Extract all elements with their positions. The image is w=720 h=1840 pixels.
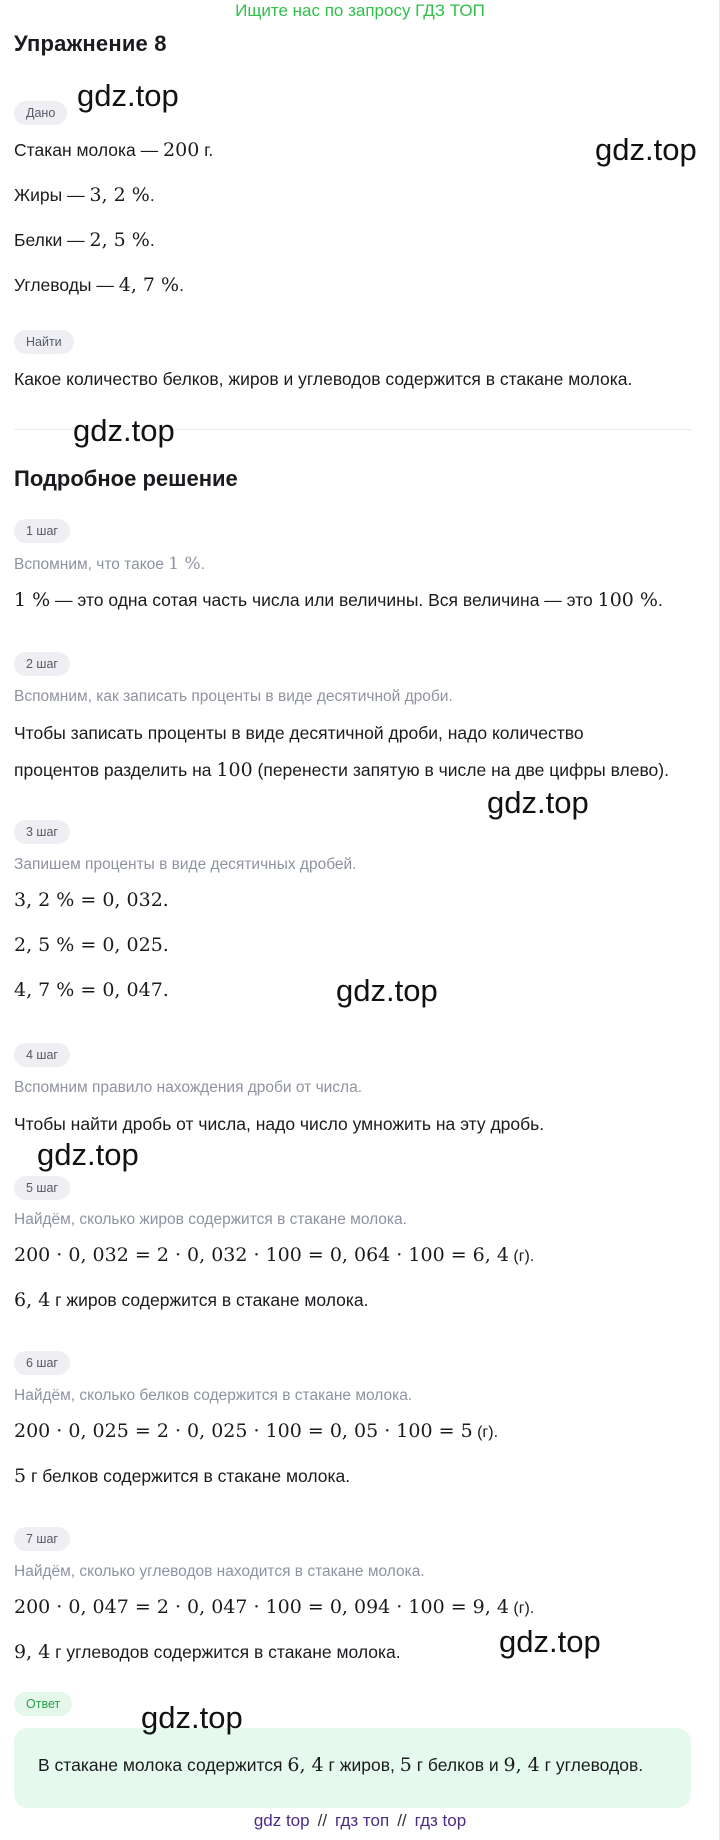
watermark: gdz.top xyxy=(487,785,589,820)
watermark: gdz.top xyxy=(499,1624,601,1659)
given-line-milk: Стакан молока — 200 г. xyxy=(14,139,214,161)
step-3-hint: Запишем проценты в виде десятичных дробей. xyxy=(14,856,357,873)
step-6-hint: Найдём, сколько белков содержится в стакане молока. xyxy=(14,1387,413,1404)
solution-title: Подробное решение xyxy=(14,466,238,491)
footer-separator: // xyxy=(317,1811,328,1830)
step-7-hint: Найдём, сколько углеводов находится в стакане молока. xyxy=(14,1563,425,1580)
step-2-badge: 2 шаг xyxy=(14,652,70,676)
step-1-hint: Вспомним, что такое 1 %. xyxy=(14,554,205,574)
step-6-equation: 200 · 0, 025 = 2 · 0, 025 · 100 = 0, 05 · 100 = 5 (г). xyxy=(14,1420,499,1442)
given-line-carbs: Углеводы — 4, 7 %. xyxy=(14,274,184,296)
footer-separator: // xyxy=(397,1811,407,1830)
watermark: gdz.top xyxy=(77,78,179,113)
step-1-text: 1 % — это одна сотая часть числа или величины. Вся величина — это 100 %. xyxy=(14,589,663,611)
footer-link-gdz-top-mixed[interactable]: гдз top xyxy=(414,1811,467,1830)
step-7-result: 9, 4 г углеводов содержится в стакане молока. xyxy=(14,1641,401,1663)
exercise-title: Упражнение 8 xyxy=(14,31,167,56)
footer-link-gdz-top[interactable]: gdz top xyxy=(253,1811,310,1830)
answer-badge: Ответ xyxy=(14,1692,72,1716)
step-3-eq-3: 4, 7 % = 0, 047. xyxy=(14,979,169,1001)
search-banner[interactable]: Ищите нас по запросу ГДЗ ТОП xyxy=(235,1,485,20)
step-4-text: Чтобы найти дробь от числа, надо число умножить на эту дробь. xyxy=(14,1114,545,1134)
step-3-eq-2: 2, 5 % = 0, 025. xyxy=(14,934,169,956)
step-7-equation: 200 · 0, 047 = 2 · 0, 047 · 100 = 0, 094 · 100 = 9, 4 (г). xyxy=(14,1596,535,1618)
find-badge: Найти xyxy=(14,330,74,354)
find-text: Какое количество белков, жиров и углеводов содержится в стакане молока. xyxy=(14,369,633,389)
step-3-eq-1: 3, 2 % = 0, 032. xyxy=(14,889,169,911)
given-badge: Дано xyxy=(14,101,67,125)
step-7-badge: 7 шаг xyxy=(14,1527,70,1551)
step-5-equation: 200 · 0, 032 = 2 · 0, 032 · 100 = 0, 064 · 100 = 6, 4 (г). xyxy=(14,1244,535,1266)
watermark: gdz.top xyxy=(595,132,697,167)
step-6-result: 5 г белков содержится в стакане молока. xyxy=(14,1465,351,1487)
step-3-badge: 3 шаг xyxy=(14,820,70,844)
step-5-result: 6, 4 г жиров содержится в стакане молока. xyxy=(14,1289,369,1311)
answer-text: В стакане молока содержится 6, 4 г жиров, 5 г белков и 9, 4 г углеводов. xyxy=(38,1754,644,1776)
step-1-badge: 1 шаг xyxy=(14,519,70,543)
step-2-text-line1: Чтобы записать проценты в виде десятичной дроби, надо количество xyxy=(14,723,584,743)
given-line-fat: Жиры — 3, 2 %. xyxy=(14,184,155,206)
step-2-hint: Вспомним, как записать проценты в виде десятичной дроби. xyxy=(14,688,453,705)
step-6-badge: 6 шаг xyxy=(14,1351,70,1375)
answer-box xyxy=(14,1728,691,1808)
watermark: gdz.top xyxy=(336,973,438,1008)
step-4-hint: Вспомним правило нахождения дроби от числа. xyxy=(14,1079,363,1096)
given-line-protein: Белки — 2, 5 %. xyxy=(14,229,155,251)
step-5-badge: 5 шаг xyxy=(14,1176,70,1200)
step-4-badge: 4 шаг xyxy=(14,1043,70,1067)
watermark: gdz.top xyxy=(37,1137,139,1172)
watermark: gdz.top xyxy=(141,1700,243,1735)
footer-link-gdz-top-ru[interactable]: гдз топ xyxy=(335,1811,390,1830)
step-5-hint: Найдём, сколько жиров содержится в стакане молока. xyxy=(14,1211,407,1228)
watermark: gdz.top xyxy=(73,413,175,448)
step-2-text-line2: процентов разделить на 100 (перенести запятую в числе на две цифры влево). xyxy=(14,759,669,781)
footer-links xyxy=(0,1811,720,1831)
